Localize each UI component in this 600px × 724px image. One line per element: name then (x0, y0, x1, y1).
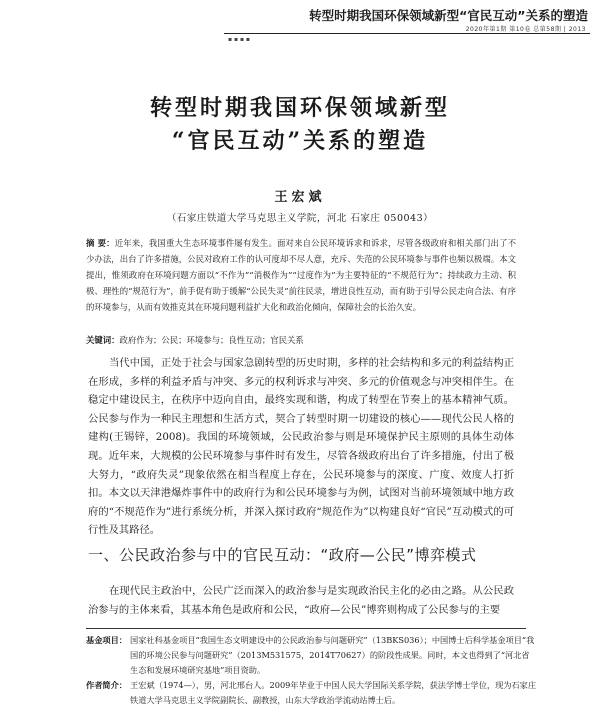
keywords (86, 332, 526, 348)
footnote-divider (86, 628, 526, 629)
article-title (0, 92, 600, 158)
footnote-text: 国家社科基金项目“我国生态文明建设中的公民政治参与问题研究”（13BKS036）；中国博士后科学基金项目“我国的环境公民参与问题研究”（2013M531575，2014T70627）的阶段性成果。同时，本文也得到了“河北省生态和发展环境研究基地”项目资助。 (130, 635, 535, 675)
section-heading: 一、公民政治参与中的官民互动：“政府—公民”博弈模式 (88, 546, 477, 564)
header-left-mark: ▪ ▪ ▪ ▪ (228, 36, 250, 43)
journal-info: 2020年第1期 第10卷 总第58期 | 2013 (465, 26, 586, 33)
abstract (86, 235, 516, 315)
abstract-label: 摘 要： (86, 238, 115, 248)
footnote-funding (86, 633, 536, 678)
section-paragraph: 在现代民主政治中，公民广泛而深入的政治参与是实现政治民主化的必由之路。从公民政治参与的主体来看，其基本角色是政府和公民，“政府—公民”博弈则构成了公民参与的主要 (88, 585, 514, 616)
header-divider (224, 33, 590, 34)
footnote-label: 作者简介： (86, 680, 127, 690)
footnote-text: 王宏斌（1974—），男，河北邢台人。2009年毕业于中国人民大学国际关系学院，获法学博士学位，现为石家庄铁道大学马克思主义学院副院长、副教授，山东大学政治学流动站博士后。 (130, 680, 537, 705)
footnote-author-bio (86, 678, 536, 708)
title-line-2: “官民互动”关系的塑造 (171, 128, 429, 154)
keywords-text: 政府作为；公民；环境参与；良性互动；官民关系 (119, 335, 304, 345)
abstract-text: 近年来，我国重大生态环境事件屡有发生。面对来自公民环境诉求和诉求，尽管各级政府和相关部门出了不少办法，出台了许多措施，公民对政府工作的认可度却不尽人意，充斥、失范的公民环境参与事件也频以极端。本文提出，惟须政府在环境问题方面以“不作为”“消极作为”“过度作为”为主要特征的“不规范行为”；持续政力主动、积极、理性的“规范行为”，前手促有助于缓解“公民失灵”前往民录，增进良性互动，而有助于引导公民走向合法、有序的环境参与，从而有效推克其在环境问题利益扩大化和政治化倾向，保障社会的长治久安。 (86, 238, 517, 312)
footnotes (86, 633, 536, 708)
keywords-label: 关键词： (86, 335, 120, 345)
footnote-label: 基金项目： (86, 635, 127, 645)
author-affiliation: （石家庄铁道大学马克思主义学院，河北 石家庄 050043） (166, 213, 434, 224)
running-title: 转型时期我国环保领域新型“官民互动”关系的塑造 (309, 8, 588, 23)
intro-paragraph: 当代中国，正处于社会与国家急剧转型的历史时期，多样的社会结构和多元的利益结构正在形成，多样的利益矛盾与冲突、多元的权利诉求与冲突、多元的价值观念与冲突相伴生。在稳定中建设民主，在秩序中迈向自由，最终实现和谐，构成了转型在节奏上的基本精神气质。公民参与作为一种民主理想和生活方式，契合了转型时期一切建设的核心——现代公民人格的建构(王锡锌，2008)。我国的环境领域，公民政治参与则是环境保护民主原则的具体生动体现。近年来，大规模的公民环境参与事件时有发生，尽管各级政府出台了许多措施，付出了极大努力，“政府失灵”现象依然在相当程度上存在，公民环境参与的深度、广度、效度人打折扣。本文以天津港爆炸事件中的政府行为和公民环境参与为例，试图对当前环境领域中地方政府的“不规范作为”进行系统分析，并深入探讨政府“规范作为”以构建良好“官民”互动模式的可行性及其路径。 (88, 357, 514, 537)
title-line-1: 转型时期我国环保领域新型 (149, 95, 450, 121)
author-name: 王宏斌 (274, 190, 326, 205)
running-header (0, 0, 600, 42)
